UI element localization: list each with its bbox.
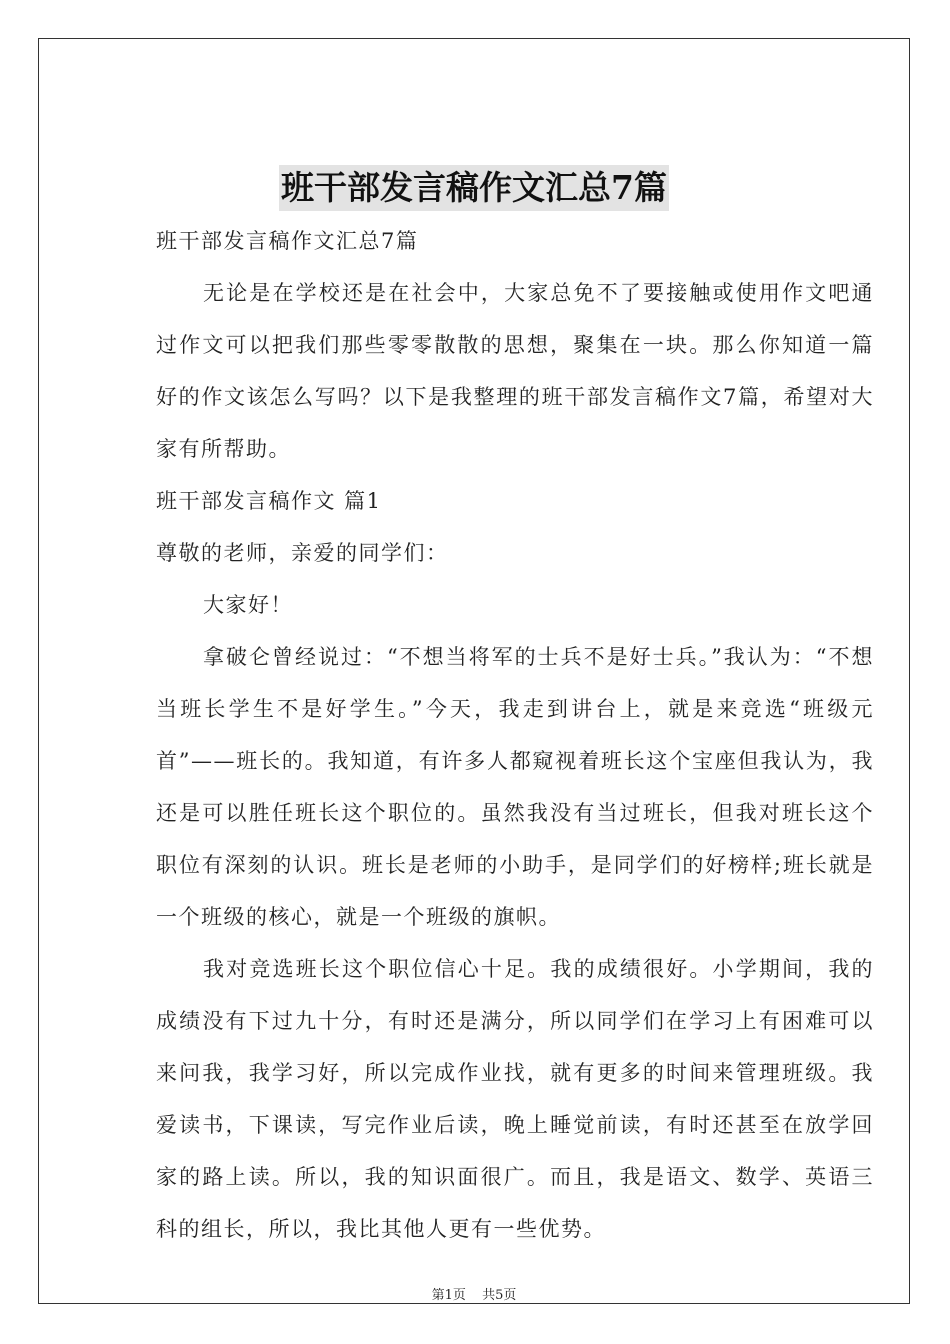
page-total: 共5页 [482, 1288, 517, 1303]
document-title: 班干部发言稿作文汇总7篇 [279, 165, 669, 211]
greeting: 大家好！ [203, 593, 293, 617]
paragraph-body-2: 我对竞选班长这个职位信心十足。我的成绩很好。小学期间，我的成绩没有下过九十分，有时还是满分，所以同学们在学习上有困难可以来问我，我学习好，所以完成作业找，就有更多的时间来管理班级。我爱读书，下课读，写完作业后读，晚上睡觉前读，有时还甚至在放学回家的路上读。所以，我的知识面很广。而且，我是语文、数学、英语三科的组长，所以，我比其他人更有一些优势。 [156, 957, 874, 1241]
document-subtitle: 班干部发言稿作文汇总7篇 [156, 229, 419, 253]
page-footer [39, 1284, 909, 1303]
salutation: 尊敬的老师，亲爱的同学们： [156, 541, 449, 565]
paragraph-body-1: 拿破仑曾经说过：“不想当将军的士兵不是好士兵。”我认为：“不想当班长学生不是好学生。”今天，我走到讲台上，就是来竞选“班级元首”——班长的。我知道，有许多人都窥视着班长这个宝座但我认为，我还是可以胜任班长这个职位的。虽然我没有当过班长，但我对班长这个职位有深刻的认识。班长是老师的小助手，是同学们的好榜样;班长就是一个班级的核心，就是一个班级的旗帜。 [156, 645, 874, 929]
title-container [39, 165, 909, 211]
page-number: 第1页 [431, 1288, 466, 1303]
section-heading: 班干部发言稿作文 篇1 [156, 489, 382, 513]
document-page [38, 38, 910, 1304]
document-body [156, 215, 874, 1255]
paragraph-intro: 无论是在学校还是在社会中，大家总免不了要接触或使用作文吧通过作文可以把我们那些零零散散的思想，聚集在一块。那么你知道一篇好的作文该怎么写吗？以下是我整理的班干部发言稿作文7篇，希望对大家有所帮助。 [156, 281, 874, 461]
